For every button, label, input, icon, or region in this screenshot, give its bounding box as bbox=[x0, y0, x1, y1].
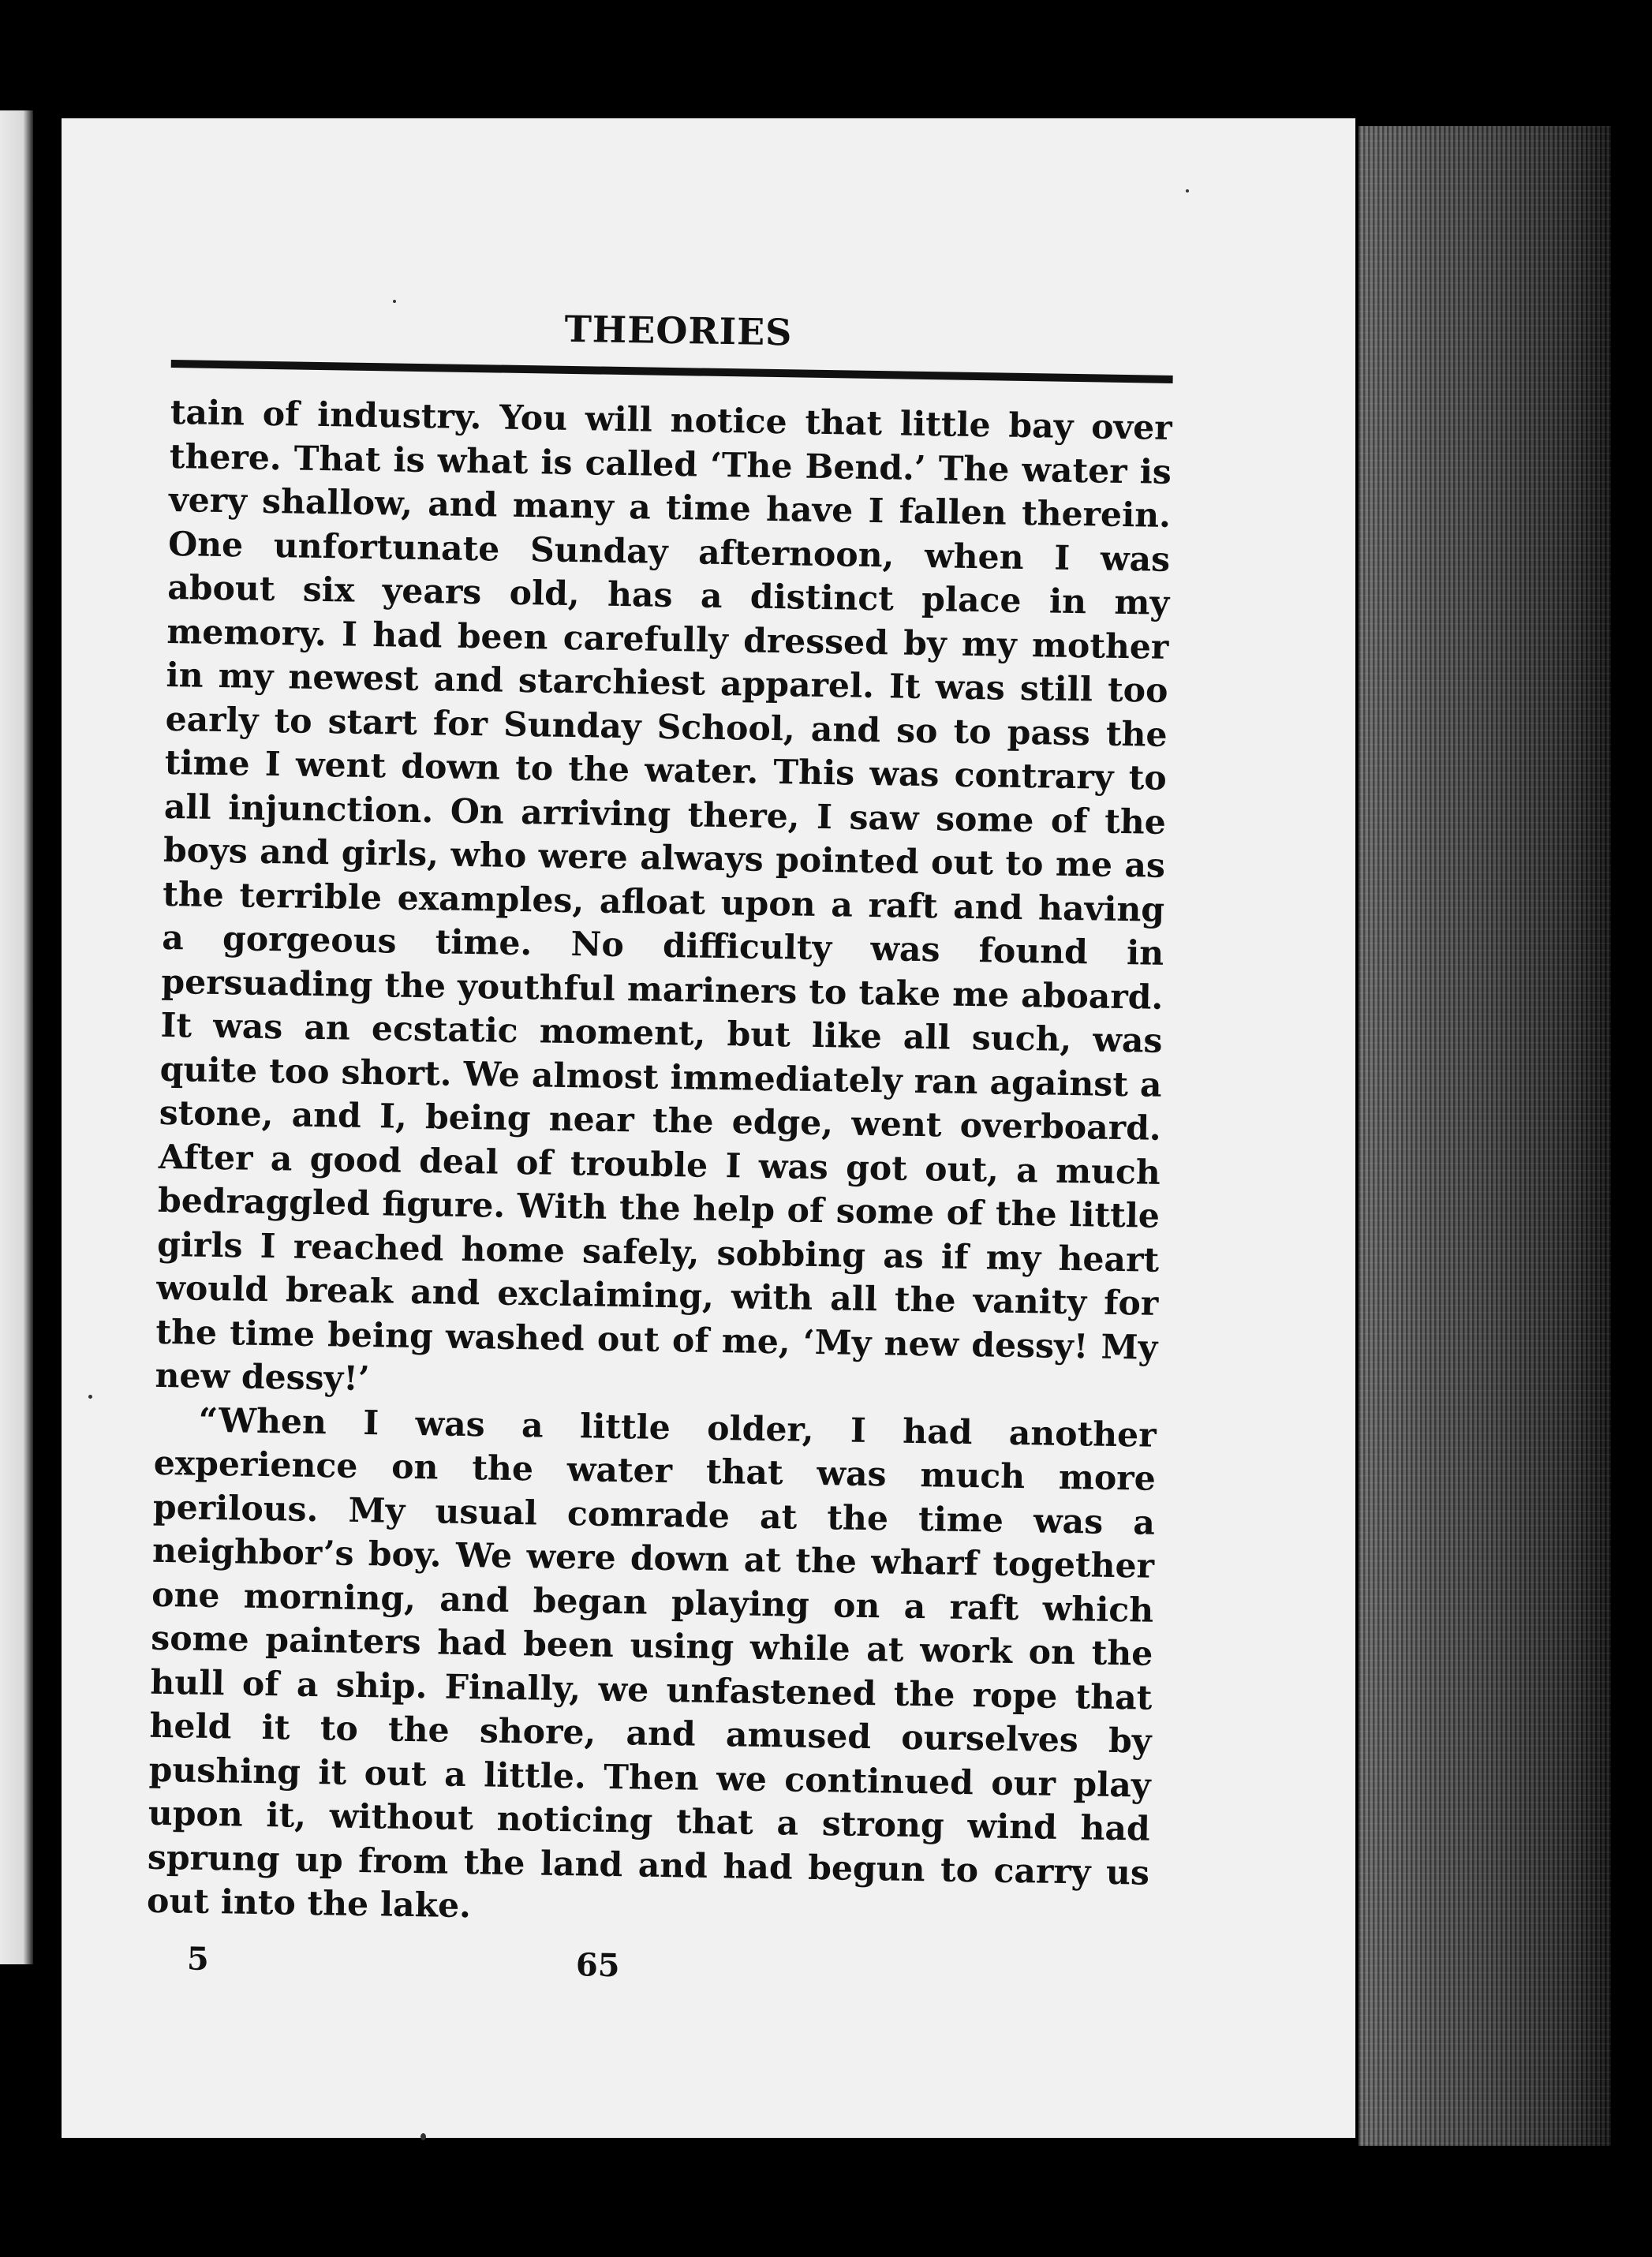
body-text bbox=[147, 391, 1172, 1939]
text-block bbox=[145, 301, 1173, 2002]
paper-speck bbox=[420, 2133, 426, 2140]
paper-speck bbox=[1186, 189, 1189, 192]
book-page bbox=[62, 118, 1355, 2138]
folio-row bbox=[145, 1939, 1148, 2002]
facing-page-edge bbox=[0, 110, 33, 1964]
paper-speck bbox=[393, 300, 396, 303]
header-rule bbox=[171, 360, 1173, 383]
paragraph-continued: tain of industry. You will notice that little bay over there. That is what is called ‘The Bend.’ The water is very shallow, and many a time have I fallen therein. One unfortunate Sunday afternoon, when I was about six years old, has a distinct place in my memory. I had been carefully dressed by my mother in my newest and starchiest apparel. It was still too early to start for Sunday School, and so to pass the time I went down to the water. This was contrary to all injunction. On arriving there, I saw some of the boys and girls, who were always pointed out to me as the terrible examples, afloat upon a raft and having a gorgeous time. No difficulty was found in persuading the youthful mariners to take me aboard. It was an ecstatic moment, but like all such, was quite too short. We almost immediately ran against a stone, and I, being near the edge, went overboard. After a good deal of trouble I was got out, a much bedraggled figure. With the help of some of the little girls I reached home safely, sobbing as if my heart would break and exclaiming, with all the vanity for the time being washed out of me, ‘My new dessy! My new dessy!’ bbox=[155, 392, 1173, 1399]
book-page-edges bbox=[1359, 126, 1611, 2146]
page-number: 65 bbox=[575, 1945, 620, 1984]
signature-mark: 5 bbox=[186, 1940, 210, 1978]
paragraph: “When I was a little older, I had another experience on the water that was much more perilous. My usual comrade at the time was a neighbor’s boy. We were down at the wharf together one morning, and began playing on a raft which some painters had been using while at work on the hull of a ship. Finally, we unfastened the rope that held it to the shore, and amused ourselves by pushing it out a little. Then we continued our play upon it, without noticing that a strong wind had sprung up from the land and had begun to carry us out into the lake. bbox=[146, 1400, 1157, 1926]
running-head: THEORIES bbox=[564, 307, 793, 354]
paper-speck bbox=[88, 1395, 92, 1399]
